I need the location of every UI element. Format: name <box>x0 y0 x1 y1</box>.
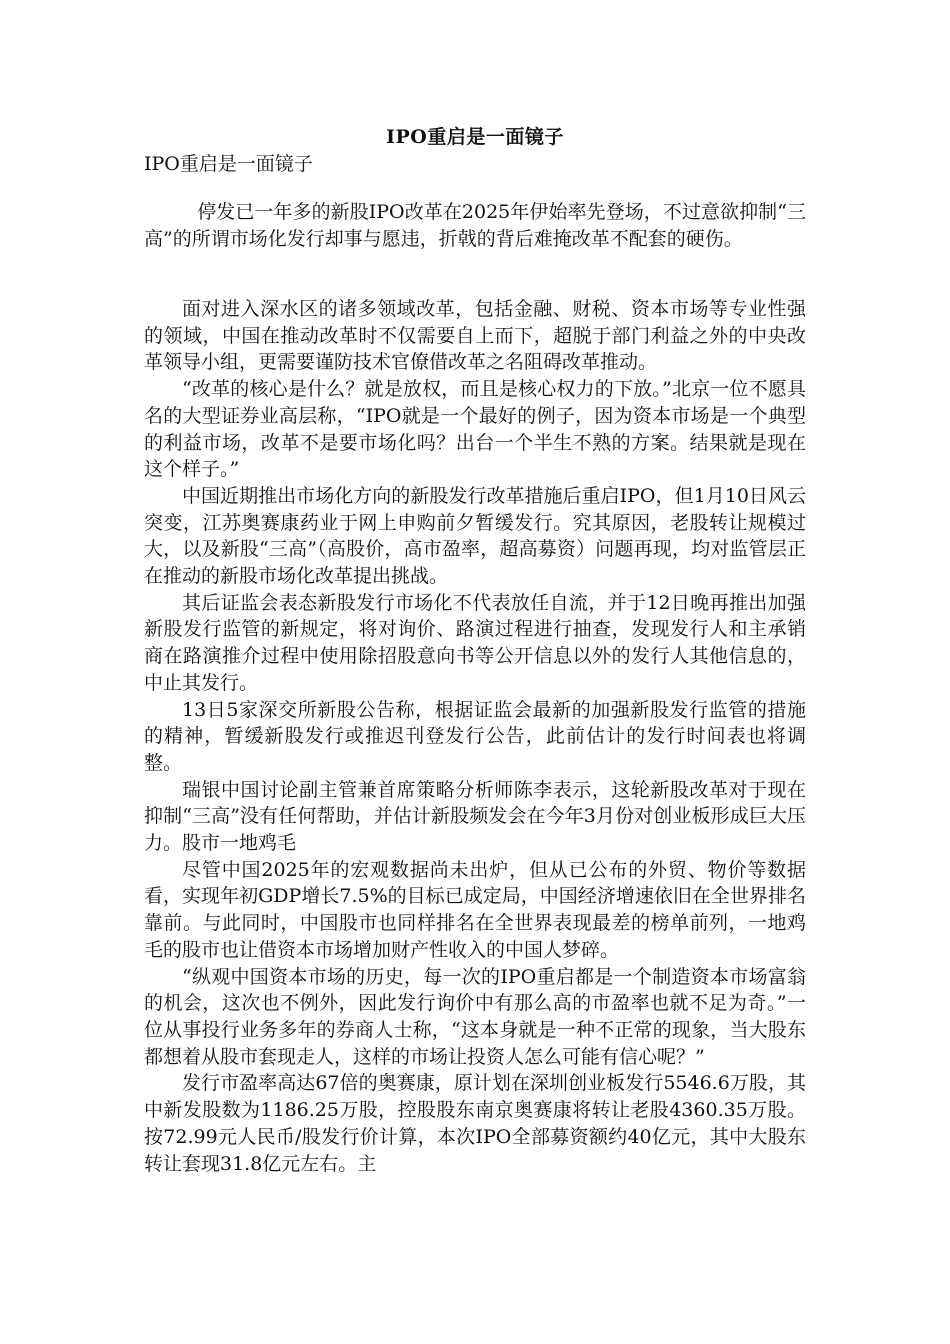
lead-paragraph: 停发已一年多的新股IPO改革在2025年伊始率先登场，不过意欲抑制“三高”的所谓市场化发行却事与愿违，折戟的背后难掩改革不配套的硬伤。 <box>144 201 806 250</box>
body-paragraph: 尽管中国2025年的宏观数据尚未出炉，但从已公布的外贸、物价等数据看，实现年初GDP增长7.5%的目标已成定局，中国经济增速依旧在全世界排名靠前。与此同时，中国股市也同样排名在全世界表现最差的榜单前列，一地鸡毛的股市也让借资本市场增加财产性收入的中国人梦碎。 <box>144 858 806 961</box>
body-paragraph: 中国近期推出市场化方向的新股发行改革措施后重启IPO，但1月10日风云突变，江苏奥赛康药业于网上申购前夕暂缓发行。究其原因，老股转让规模过大，以及新股“三高”（高股价，高市盈率，超高募资）问题再现，均对监管层正在推动的新股市场化改革提出挑战。 <box>144 484 806 588</box>
body-paragraph: 其后证监会表态新股发行市场化不代表放任自流，并于12日晚再推出加强新股发行监管的新规定，将对询价、路演过程进行抽查，发现发行人和主承销商在路演推介过程中使用除招股意向书等公开信息以外的发行人其他信息的，中止其发行。 <box>144 591 806 694</box>
body-paragraph: “纵观中国资本市场的历史，每一次的IPO重启都是一个制造资本市场富翁的机会，这次也不例外，因此发行询价中有那么高的市盈率也就不足为奇。”一位从事投行业务多年的券商人士称，“这本身就是一种不正常的现象，当大股东都想着从股市套现走人，这样的市场让投资人怎么可能有信心呢？” <box>144 965 806 1068</box>
article-body <box>144 296 806 1177</box>
document-subtitle: IPO重启是一面镜子 <box>144 153 313 175</box>
body-paragraph: 瑞银中国讨论副主管兼首席策略分析师陈李表示，这轮新股改革对于现在抑制“三高”没有任何帮助，并估计新股频发会在今年3月份对创业板形成巨大压力。股市一地鸡毛 <box>144 778 806 855</box>
body-paragraph: 13日5家深交所新股公告称，根据证监会最新的加强新股发行监管的措施的精神，暂缓新股发行或推迟刊登发行公告，此前估计的发行时间表也将调整。 <box>144 698 806 774</box>
document-title: IPO重启是一面镜子 <box>386 126 564 148</box>
body-paragraph: 发行市盈率高达67倍的奥赛康，原计划在深圳创业板发行5546.6万股，其中新发股数为1186.25万股，控股股东南京奥赛康将转让老股4360.35万股。按72.99元人民币/股发行价计算，本次IPO全部募资额约40亿元，其中大股东转让套现31.8亿元左右。主 <box>144 1072 806 1175</box>
body-paragraph: “改革的核心是什么？就是放权，而且是核心权力的下放。”北京一位不愿具名的大型证券业高层称，“IPO就是一个最好的例子，因为资本市场是一个典型的利益市场，改革不是要市场化吗？出台一个半生不熟的方案。结果就是现在这个样子。” <box>144 378 806 481</box>
body-paragraph: 面对进入深水区的诸多领域改革，包括金融、财税、资本市场等专业性强的领域，中国在推动改革时不仅需要自上而下，超脱于部门利益之外的中央改革领导小组，更需要谨防技术官僚借改革之名阻碍改革推动。 <box>144 298 806 374</box>
